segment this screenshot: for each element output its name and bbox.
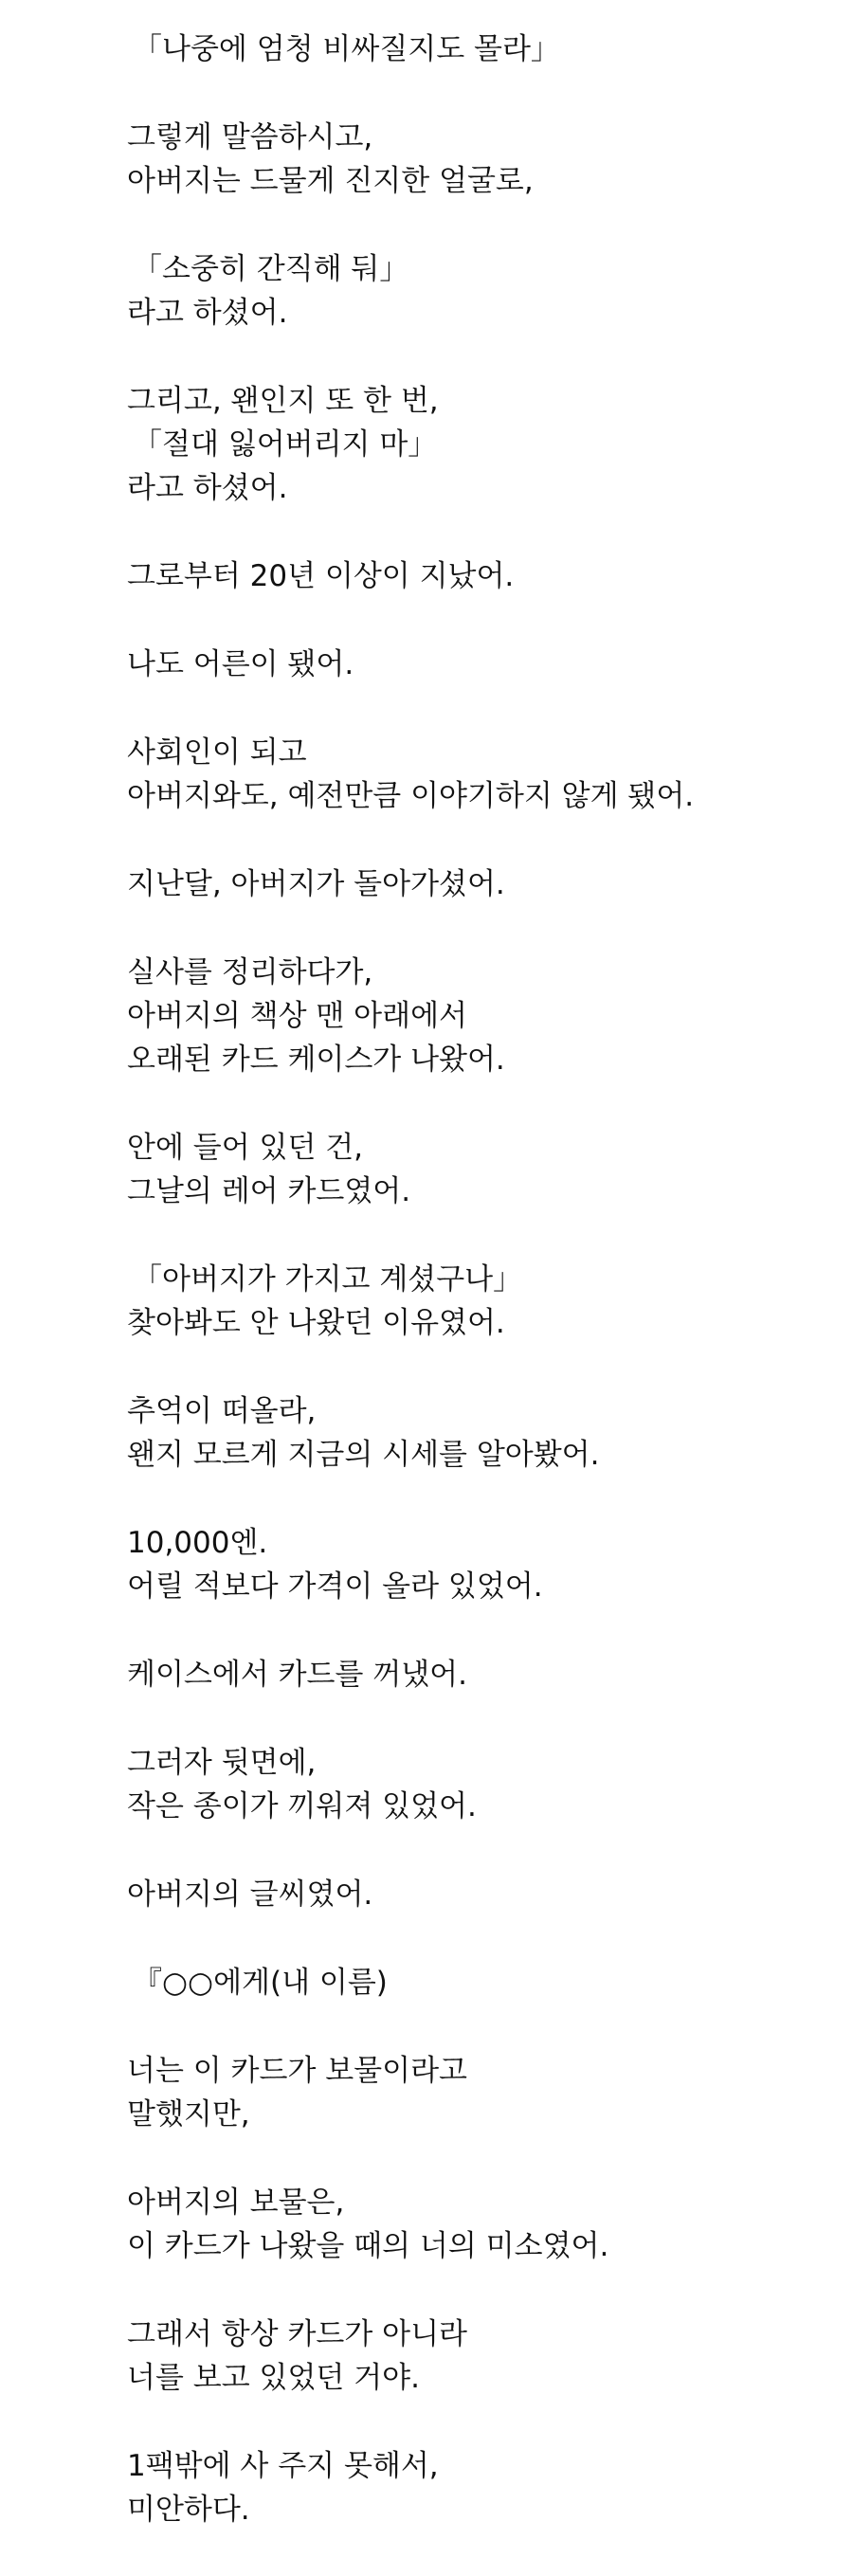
paragraph <box>127 2444 825 2531</box>
paragraph <box>127 379 825 510</box>
paragraph <box>127 1873 825 1916</box>
text-line: 그렇게 말씀하시고, <box>127 120 373 154</box>
text-line: 라고 하셨어. <box>127 296 288 330</box>
text-line: 작은 종이가 끼워져 있었어. <box>127 1789 477 1823</box>
paragraph <box>127 951 825 1081</box>
text-line: 말했지만, <box>127 2097 250 2132</box>
text-line: 너는 이 카드가 보물이라고 <box>127 2054 467 2088</box>
text-line: 그날의 레어 카드였어. <box>127 1174 411 1208</box>
text-line: 아버지는 드물게 진지한 얼굴로, <box>127 164 534 198</box>
paragraph <box>127 554 825 598</box>
text-line: 아버지와도, 예전만큼 이야기하지 않게 됐어. <box>127 779 695 813</box>
text-line: 그리고, 왠인지 또 한 번, <box>127 384 439 418</box>
text-line: 「나중에 엄청 비싸질지도 몰라」 <box>133 32 560 66</box>
text-line: 「아버지가 가지고 계셨구나」 <box>133 1262 523 1297</box>
paragraph <box>127 1258 825 1345</box>
paragraph <box>127 116 825 203</box>
text-line: 안에 들어 있던 건, <box>127 1131 364 1165</box>
text-line: 너를 보고 있었던 거야. <box>127 2361 420 2395</box>
text-line: 미안하다. <box>127 2493 250 2527</box>
text-line: 지난달, 아버지가 돌아가셨어. <box>127 867 505 901</box>
text-line: 오래된 카드 케이스가 나왔어. <box>127 1043 505 1077</box>
paragraph <box>127 1961 825 2005</box>
text-line: 나도 어른이 됐어. <box>127 647 354 681</box>
paragraph <box>127 1126 825 1213</box>
paragraph <box>127 2181 825 2268</box>
paragraph <box>127 1389 825 1477</box>
text-line: 어릴 적보다 가격이 올라 있었어. <box>127 1569 543 1604</box>
paragraph <box>127 2313 825 2400</box>
text-line: 그로부터 20년 이상이 지났어. <box>127 559 515 593</box>
text-line: 「절대 잃어버리지 마」 <box>133 427 438 462</box>
text-line: 아버지의 보물은, <box>127 2186 345 2220</box>
text-line: 라고 하셨어. <box>127 471 288 505</box>
text-line: 『○○에게(내 이름) <box>133 1966 388 2000</box>
text-line: 그래서 항상 카드가 아니라 <box>127 2317 467 2351</box>
paragraph <box>127 643 825 686</box>
text-line: 사회인이 되고 <box>127 735 307 770</box>
paragraph <box>127 247 825 335</box>
paragraph <box>127 1521 825 1608</box>
paragraph <box>127 731 825 818</box>
text-line: 아버지의 책상 맨 아래에서 <box>127 999 467 1033</box>
text-line: 그러자 뒷면에, <box>127 1746 317 1780</box>
paragraph <box>127 2049 825 2136</box>
text-line: 이 카드가 나왔을 때의 너의 미소였어. <box>127 2229 609 2263</box>
paragraph <box>127 1741 825 1828</box>
paragraph <box>127 1653 825 1696</box>
text-line: 왠지 모르게 지금의 시세를 알아봤어. <box>127 1438 600 1472</box>
paragraph <box>127 862 825 906</box>
text-line: 「소중히 간직해 둬」 <box>133 252 409 286</box>
text-line: 찾아봐도 안 나왔던 이유였어. <box>127 1306 505 1340</box>
letter-text-body <box>127 27 825 2576</box>
text-line: 아버지의 글씨였어. <box>127 1878 373 1912</box>
text-line: 케이스에서 카드를 꺼냈어. <box>127 1658 467 1692</box>
paragraph <box>127 27 825 71</box>
text-line: 추억이 떠올라, <box>127 1394 317 1428</box>
text-line: 10,000엔. <box>127 1526 268 1560</box>
text-line: 실사를 정리하다가, <box>127 955 373 989</box>
text-line: 1팩밖에 사 주지 못해서, <box>127 2449 439 2483</box>
